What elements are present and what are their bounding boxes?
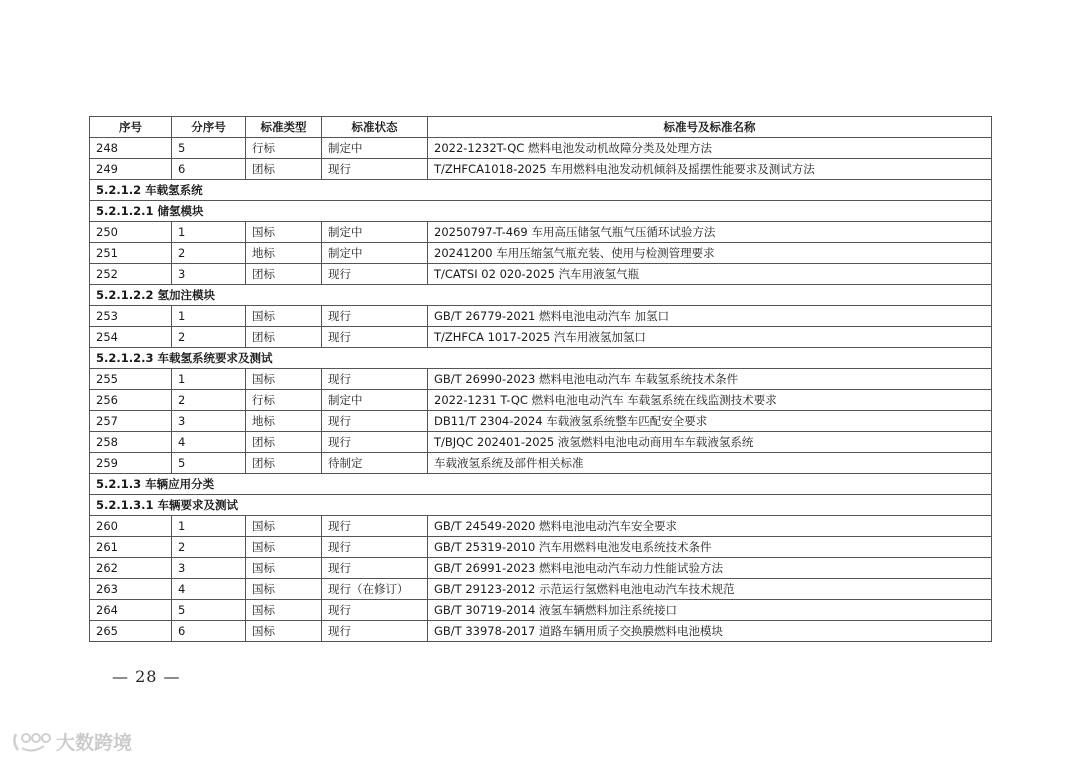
cell-serial: 264 — [90, 600, 172, 621]
cell-standard-status: 制定中 — [322, 138, 428, 159]
cell-standard-name: DB11/T 2304-2024 车载液氢系统整车匹配安全要求 — [428, 411, 992, 432]
cell-standard-status: 现行 — [322, 411, 428, 432]
cell-standard-type: 团标 — [246, 432, 322, 453]
table-row — [90, 453, 992, 474]
cell-serial: 260 — [90, 516, 172, 537]
cell-standard-status: 现行 — [322, 306, 428, 327]
cell-standard-type: 国标 — [246, 537, 322, 558]
cell-standard-status: 现行（在修订） — [322, 579, 428, 600]
cell-standard-status: 现行 — [322, 327, 428, 348]
table-row — [90, 159, 992, 180]
cell-standard-name: 20241200 车用压缩氢气瓶充装、使用与检测管理要求 — [428, 243, 992, 264]
section-heading: 5.2.1.3 车辆应用分类 — [90, 474, 992, 495]
table-row — [90, 558, 992, 579]
watermark — [10, 728, 132, 755]
table-row — [90, 411, 992, 432]
cell-sub-serial: 3 — [172, 264, 246, 285]
section-heading-row — [90, 348, 992, 369]
cell-serial: 256 — [90, 390, 172, 411]
table-row — [90, 516, 992, 537]
table-row — [90, 264, 992, 285]
cell-standard-type: 国标 — [246, 600, 322, 621]
cell-serial: 255 — [90, 369, 172, 390]
watermark-text: 大数跨境 — [56, 732, 133, 754]
cell-serial: 265 — [90, 621, 172, 642]
cell-serial: 251 — [90, 243, 172, 264]
cell-standard-name: GB/T 26990-2023 燃料电池电动汽车 车载氢系统技术条件 — [428, 369, 992, 390]
header-standard-name: 标准号及标准名称 — [428, 117, 992, 138]
cell-standard-status: 制定中 — [322, 243, 428, 264]
cell-standard-name: GB/T 33978-2017 道路车辆用质子交换膜燃料电池模块 — [428, 621, 992, 642]
cell-standard-status: 现行 — [322, 369, 428, 390]
cell-standard-name: T/ZHFCA1018-2025 车用燃料电池发动机倾斜及摇摆性能要求及测试方法 — [428, 159, 992, 180]
cell-standard-type: 国标 — [246, 579, 322, 600]
section-heading: 5.2.1.2.3 车载氢系统要求及测试 — [90, 348, 992, 369]
table-body — [90, 138, 992, 642]
cell-standard-type: 行标 — [246, 390, 322, 411]
table-row — [90, 369, 992, 390]
table-header — [90, 117, 992, 138]
cell-serial: 248 — [90, 138, 172, 159]
cell-standard-name: T/ZHFCA 1017-2025 汽车用液氢加氢口 — [428, 327, 992, 348]
cell-standard-type: 团标 — [246, 327, 322, 348]
section-heading-row — [90, 201, 992, 222]
cell-standard-name: GB/T 25319-2010 汽车用燃料电池发电系统技术条件 — [428, 537, 992, 558]
cell-standard-type: 团标 — [246, 453, 322, 474]
table-row — [90, 306, 992, 327]
cell-standard-name: T/BJQC 202401-2025 液氢燃料电池电动商用车车载液氢系统 — [428, 432, 992, 453]
cell-standard-name: GB/T 26779-2021 燃料电池电动汽车 加氢口 — [428, 306, 992, 327]
cell-serial: 253 — [90, 306, 172, 327]
cell-sub-serial: 2 — [172, 390, 246, 411]
cell-standard-status: 制定中 — [322, 222, 428, 243]
cell-standard-name: GB/T 26991-2023 燃料电池电动汽车动力性能试验方法 — [428, 558, 992, 579]
cell-standard-name: 2022-1232T-QC 燃料电池发动机故障分类及处理方法 — [428, 138, 992, 159]
cell-standard-name: 车载液氢系统及部件相关标准 — [428, 453, 992, 474]
table-row — [90, 621, 992, 642]
cell-standard-name: GB/T 29123-2012 示范运行氢燃料电池电动汽车技术规范 — [428, 579, 992, 600]
cell-standard-type: 国标 — [246, 306, 322, 327]
cell-sub-serial: 1 — [172, 222, 246, 243]
section-heading: 5.2.1.2.2 氢加注模块 — [90, 285, 992, 306]
header-standard-type: 标准类型 — [246, 117, 322, 138]
cell-sub-serial: 1 — [172, 516, 246, 537]
header-standard-status: 标准状态 — [322, 117, 428, 138]
cell-serial: 250 — [90, 222, 172, 243]
cell-standard-type: 国标 — [246, 621, 322, 642]
standards-table — [89, 116, 992, 642]
cell-serial: 249 — [90, 159, 172, 180]
section-heading-row — [90, 495, 992, 516]
cell-sub-serial: 2 — [172, 327, 246, 348]
section-heading-row — [90, 180, 992, 201]
cell-standard-status: 现行 — [322, 159, 428, 180]
cell-sub-serial: 2 — [172, 243, 246, 264]
table-row — [90, 390, 992, 411]
cell-standard-status: 现行 — [322, 432, 428, 453]
cell-serial: 262 — [90, 558, 172, 579]
cell-standard-status: 现行 — [322, 516, 428, 537]
table-row — [90, 138, 992, 159]
cell-sub-serial: 5 — [172, 138, 246, 159]
table-row — [90, 579, 992, 600]
cell-sub-serial: 6 — [172, 621, 246, 642]
cell-sub-serial: 4 — [172, 432, 246, 453]
section-heading-row — [90, 474, 992, 495]
cell-standard-type: 行标 — [246, 138, 322, 159]
table-row — [90, 327, 992, 348]
table-row — [90, 600, 992, 621]
page-number: — 28 — — [112, 667, 181, 686]
cell-sub-serial: 1 — [172, 306, 246, 327]
header-sub-serial: 分序号 — [172, 117, 246, 138]
cell-serial: 252 — [90, 264, 172, 285]
section-heading: 5.2.1.2.1 储氢模块 — [90, 201, 992, 222]
cell-sub-serial: 3 — [172, 558, 246, 579]
header-serial: 序号 — [90, 117, 172, 138]
cell-sub-serial: 4 — [172, 579, 246, 600]
section-heading: 5.2.1.3.1 车辆要求及测试 — [90, 495, 992, 516]
table-row — [90, 243, 992, 264]
cell-serial: 258 — [90, 432, 172, 453]
cell-serial: 263 — [90, 579, 172, 600]
cell-sub-serial: 5 — [172, 600, 246, 621]
cell-standard-status: 制定中 — [322, 390, 428, 411]
cell-standard-type: 国标 — [246, 558, 322, 579]
table-row — [90, 222, 992, 243]
cell-serial: 259 — [90, 453, 172, 474]
cell-standard-name: GB/T 24549-2020 燃料电池电动汽车安全要求 — [428, 516, 992, 537]
cell-standard-name: 2022-1231 T-QC 燃料电池电动汽车 车载氢系统在线监测技术要求 — [428, 390, 992, 411]
section-heading-row — [90, 285, 992, 306]
cell-standard-type: 国标 — [246, 369, 322, 390]
cell-standard-status: 现行 — [322, 600, 428, 621]
cell-standard-type: 国标 — [246, 222, 322, 243]
cell-standard-type: 团标 — [246, 264, 322, 285]
cell-sub-serial: 3 — [172, 411, 246, 432]
cell-sub-serial: 2 — [172, 537, 246, 558]
cell-standard-status: 待制定 — [322, 453, 428, 474]
cell-standard-name: GB/T 30719-2014 液氢车辆燃料加注系统接口 — [428, 600, 992, 621]
cell-sub-serial: 1 — [172, 369, 246, 390]
table-row — [90, 432, 992, 453]
cell-standard-name: 20250797-T-469 车用高压储氢气瓶气压循环试验方法 — [428, 222, 992, 243]
cell-serial: 261 — [90, 537, 172, 558]
table-row — [90, 537, 992, 558]
cell-standard-status: 现行 — [322, 264, 428, 285]
section-heading: 5.2.1.2 车载氢系统 — [90, 180, 992, 201]
cell-standard-type: 地标 — [246, 243, 322, 264]
brand-logo-icon — [10, 730, 52, 754]
cell-sub-serial: 5 — [172, 453, 246, 474]
cell-standard-status: 现行 — [322, 558, 428, 579]
cell-standard-name: T/CATSI 02 020-2025 汽车用液氢气瓶 — [428, 264, 992, 285]
cell-standard-type: 团标 — [246, 159, 322, 180]
cell-serial: 257 — [90, 411, 172, 432]
cell-standard-status: 现行 — [322, 537, 428, 558]
cell-standard-status: 现行 — [322, 621, 428, 642]
cell-standard-type: 地标 — [246, 411, 322, 432]
cell-sub-serial: 6 — [172, 159, 246, 180]
cell-serial: 254 — [90, 327, 172, 348]
cell-standard-type: 国标 — [246, 516, 322, 537]
